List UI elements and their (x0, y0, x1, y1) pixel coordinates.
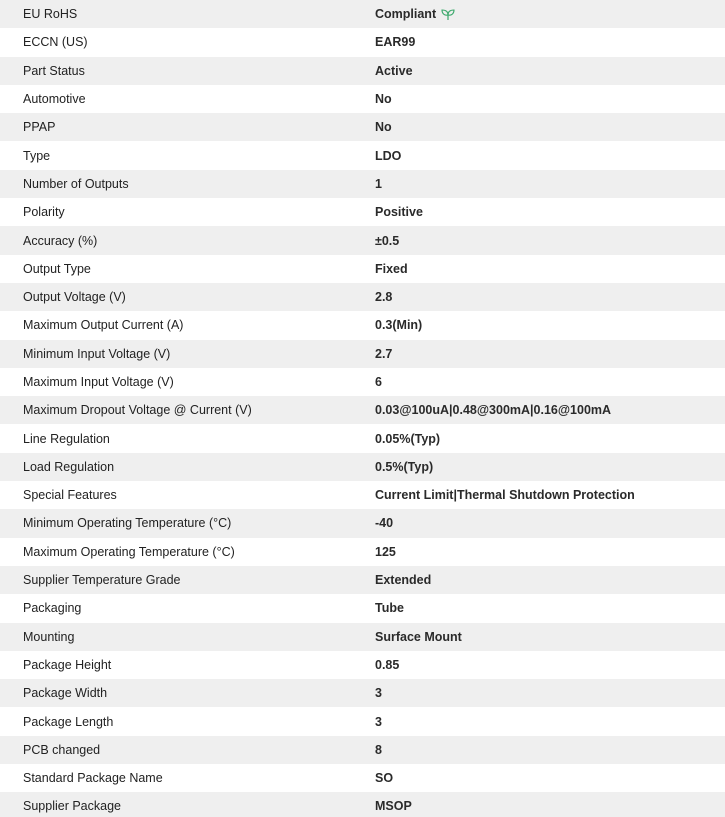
spec-row (0, 113, 725, 141)
spec-value-cell (375, 396, 725, 424)
spec-label: Supplier Temperature Grade (0, 566, 375, 594)
spec-value: 2.8 (375, 290, 393, 305)
spec-value-cell (375, 113, 725, 141)
spec-value-cell (375, 85, 725, 113)
spec-value: 125 (375, 544, 396, 559)
spec-label: Accuracy (%) (0, 226, 375, 254)
spec-value-cell (375, 736, 725, 764)
spec-value-cell (375, 0, 725, 28)
spec-value: 0.3(Min) (375, 318, 423, 333)
spec-value: 8 (375, 742, 382, 757)
spec-row (0, 170, 725, 198)
spec-value: MSOP (375, 799, 412, 814)
spec-value: Fixed (375, 261, 408, 276)
spec-value-cell (375, 283, 725, 311)
spec-value: 2.7 (375, 346, 393, 361)
spec-value-cell (375, 28, 725, 56)
spec-label: Package Length (0, 707, 375, 735)
spec-label: Supplier Package (0, 792, 375, 817)
spec-row (0, 594, 725, 622)
spec-value-cell (375, 198, 725, 226)
spec-label: Packaging (0, 594, 375, 622)
spec-value: Surface Mount (375, 629, 462, 644)
spec-label: ECCN (US) (0, 28, 375, 56)
spec-value: EAR99 (375, 35, 416, 50)
leaf-icon (441, 9, 455, 21)
spec-value: 3 (375, 686, 382, 701)
spec-value: Extended (375, 573, 432, 588)
spec-row (0, 764, 725, 792)
spec-value-cell (375, 453, 725, 481)
spec-label: Standard Package Name (0, 764, 375, 792)
spec-row (0, 396, 725, 424)
spec-value-cell (375, 509, 725, 537)
spec-label: Number of Outputs (0, 170, 375, 198)
spec-row (0, 651, 725, 679)
spec-label: Output Voltage (V) (0, 283, 375, 311)
spec-row (0, 85, 725, 113)
spec-value: Active (375, 63, 413, 78)
spec-label: PCB changed (0, 736, 375, 764)
spec-value-cell (375, 141, 725, 169)
spec-value: Tube (375, 601, 404, 616)
spec-row (0, 424, 725, 452)
spec-row (0, 255, 725, 283)
spec-value-cell (375, 340, 725, 368)
spec-label: EU RoHS (0, 0, 375, 28)
spec-row (0, 509, 725, 537)
spec-label: Minimum Operating Temperature (°C) (0, 509, 375, 537)
spec-label: Maximum Input Voltage (V) (0, 368, 375, 396)
spec-value-cell (375, 538, 725, 566)
spec-label: Type (0, 141, 375, 169)
spec-row (0, 481, 725, 509)
spec-label: Package Height (0, 651, 375, 679)
spec-row (0, 226, 725, 254)
spec-label: Maximum Operating Temperature (°C) (0, 538, 375, 566)
spec-value: 0.03@100uA|0.48@300mA|0.16@100mA (375, 403, 612, 418)
spec-value-cell (375, 623, 725, 651)
spec-row (0, 311, 725, 339)
spec-row (0, 679, 725, 707)
spec-value-cell (375, 481, 725, 509)
spec-value-cell (375, 594, 725, 622)
spec-value: -40 (375, 516, 394, 531)
spec-row (0, 792, 725, 817)
spec-value-cell (375, 311, 725, 339)
spec-label: Automotive (0, 85, 375, 113)
spec-row (0, 707, 725, 735)
spec-label: Polarity (0, 198, 375, 226)
spec-value-cell (375, 255, 725, 283)
spec-value-cell (375, 679, 725, 707)
spec-value: Positive (375, 205, 423, 220)
spec-row (0, 340, 725, 368)
spec-label: Load Regulation (0, 453, 375, 481)
spec-value: 0.85 (375, 657, 400, 672)
spec-label: Line Regulation (0, 424, 375, 452)
spec-value-cell (375, 764, 725, 792)
spec-value-cell (375, 57, 725, 85)
spec-value-cell (375, 226, 725, 254)
spec-value-cell (375, 170, 725, 198)
spec-row (0, 28, 725, 56)
spec-row (0, 623, 725, 651)
spec-value: Current Limit|Thermal Shutdown Protection (375, 488, 635, 503)
spec-value: 6 (375, 375, 382, 389)
spec-row (0, 0, 725, 28)
spec-label: PPAP (0, 113, 375, 141)
spec-value-cell (375, 368, 725, 396)
spec-value-cell (375, 566, 725, 594)
spec-label: Minimum Input Voltage (V) (0, 340, 375, 368)
spec-value: SO (375, 771, 394, 786)
spec-row (0, 368, 725, 396)
spec-row (0, 141, 725, 169)
spec-label: Package Width (0, 679, 375, 707)
spec-value: 0.05%(Typ) (375, 431, 441, 446)
spec-value-cell (375, 651, 725, 679)
spec-row (0, 283, 725, 311)
spec-label: Maximum Dropout Voltage @ Current (V) (0, 396, 375, 424)
spec-label: Output Type (0, 255, 375, 283)
spec-row (0, 198, 725, 226)
spec-label: Maximum Output Current (A) (0, 311, 375, 339)
spec-row (0, 538, 725, 566)
spec-row (0, 736, 725, 764)
spec-value: No (375, 92, 392, 107)
spec-label: Special Features (0, 481, 375, 509)
spec-value: LDO (375, 148, 402, 163)
spec-value-cell (375, 792, 725, 817)
spec-value-cell (375, 424, 725, 452)
spec-row (0, 57, 725, 85)
spec-value: 0.5%(Typ) (375, 459, 434, 474)
spec-value-cell (375, 707, 725, 735)
spec-label: Mounting (0, 623, 375, 651)
spec-row (0, 566, 725, 594)
spec-value: 3 (375, 714, 382, 729)
spec-row (0, 453, 725, 481)
spec-value: Compliant (375, 7, 437, 22)
spec-value: No (375, 120, 392, 135)
spec-value: 1 (375, 176, 382, 191)
spec-label: Part Status (0, 57, 375, 85)
spec-value: ±0.5 (375, 233, 400, 248)
